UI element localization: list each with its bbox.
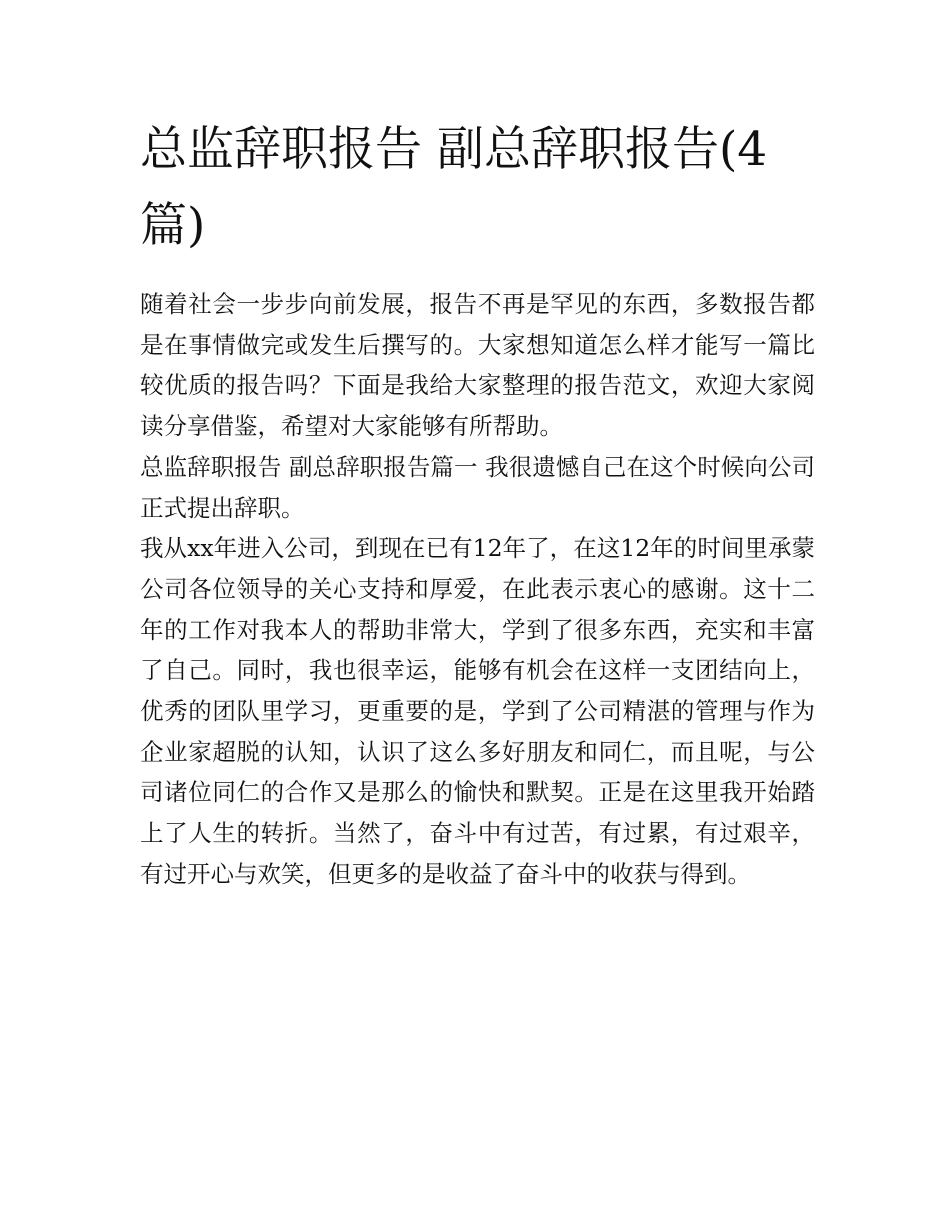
paragraph-section-heading: 总监辞职报告 副总辞职报告篇一 我很遗憾自己在这个时候向公司正式提出辞职。 <box>140 452 815 522</box>
document-title: 总监辞职报告 副总辞职报告(4篇) <box>140 122 768 253</box>
paragraph-intro: 随着社会一步步向前发展，报告不再是罕见的东西，多数报告都是在事情做完或发生后撰写的。大家想知道怎么样才能写一篇比较优质的报告吗？下面是我给大家整理的报告范文，欢迎大家阅读分享借鉴，希望对大家能够有所帮助。 <box>140 290 815 441</box>
paragraph-body: 我从xx年进入公司，到现在已有12年了，在这12年的时间里承蒙公司各位领导的关心支持和厚爱，在此表示衷心的感谢。这十二年的工作对我本人的帮助非常大，学到了很多东西，充实和丰富了自己。同时，我也很幸运，能够有机会在这样一支团结向上，优秀的团队里学习，更重要的是，学到了公司精湛的管理与作为企业家超脱的认知，认识了这么多好朋友和同仁，而且呢，与公司诸位同仁的合作又是那么的愉快和默契。正是在这里我开始踏上了人生的转折。当然了，奋斗中有过苦，有过累，有过艰辛，有过开心与欢笑，但更多的是收益了奋斗中的收获与得到。 <box>140 534 815 888</box>
document-page <box>140 112 815 895</box>
